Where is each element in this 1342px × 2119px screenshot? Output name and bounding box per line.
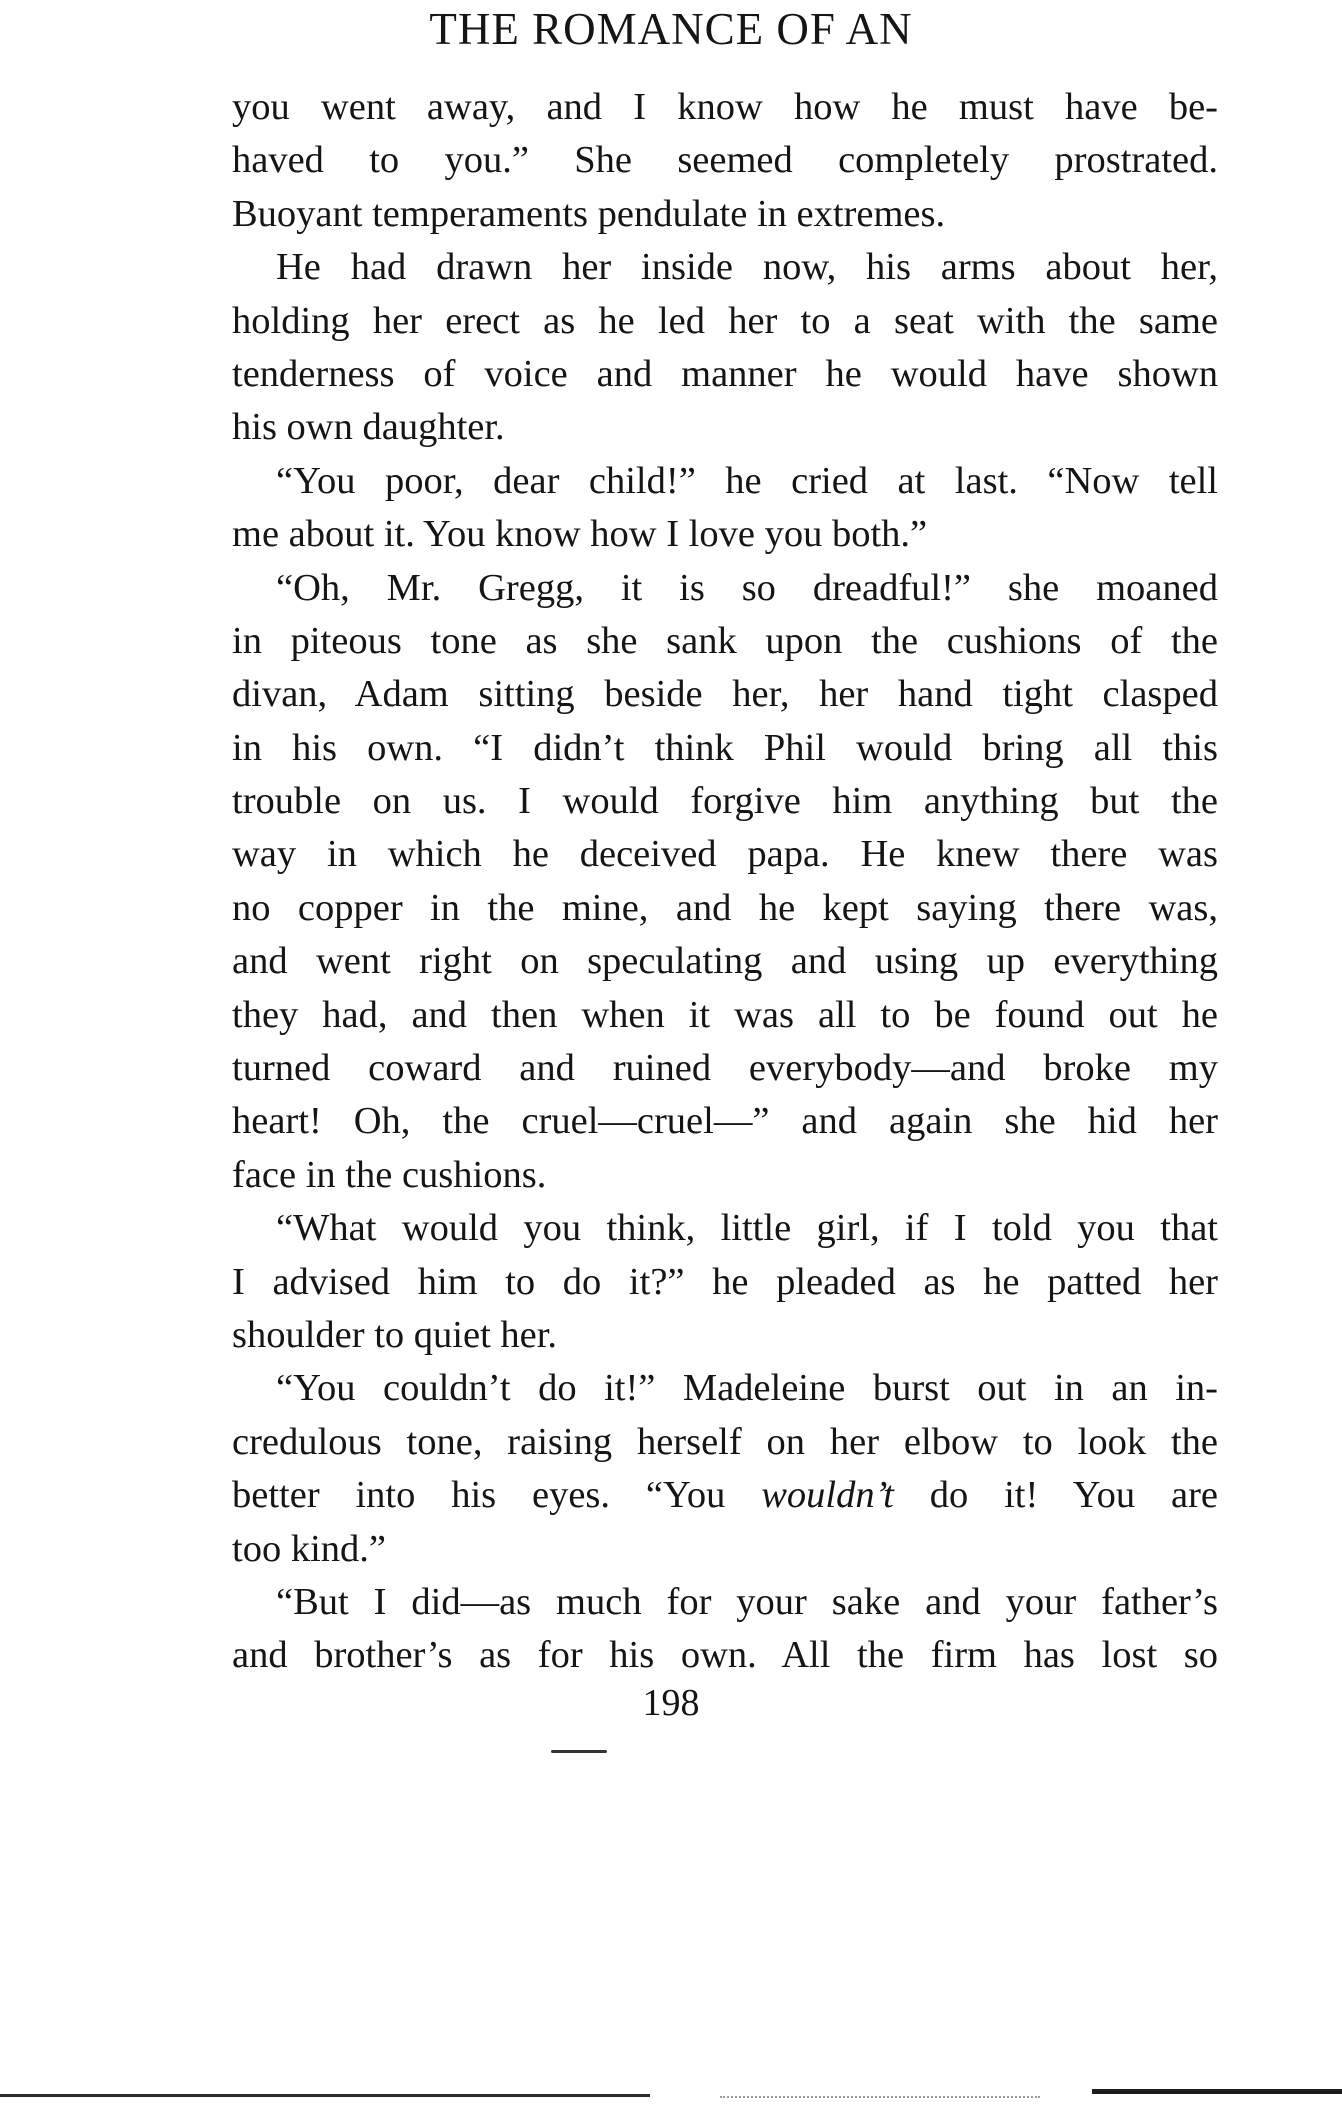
text-line: divan, Adam sitting beside her, her hand tight clasped — [232, 673, 1218, 716]
text-line: tenderness of voice and manner he would have shown — [232, 352, 1218, 395]
text-line: face in the cushions. — [232, 1153, 547, 1196]
text-line: and went right on speculating and using up everything — [232, 940, 1218, 983]
text-line: in his own. “I didn’t think Phil would bring all this — [232, 726, 1218, 769]
text-line: you went away, and I know how he must have be- — [232, 86, 1218, 128]
text-line: I advised him to do it?” he pleaded as he patted her — [232, 1260, 1218, 1303]
text-line: turned coward and ruined everybody—and broke my — [232, 1047, 1218, 1090]
text-line: “Oh, Mr. Gregg, it is so dreadful!” she moaned — [276, 566, 1218, 609]
scan-edge-rule-right — [1092, 2089, 1342, 2094]
text-line: trouble on us. I would forgive him anything but the — [232, 780, 1218, 823]
scan-edge-rule-middle — [720, 2096, 1040, 2098]
text-line: He had drawn her inside now, his arms about her, — [276, 246, 1218, 289]
text-line: credulous tone, raising herself on her elbow to look the — [232, 1420, 1218, 1463]
text-line: too kind.” — [232, 1527, 386, 1570]
text-line: holding her erect as he led her to a seat with the same — [232, 299, 1218, 342]
running-title: THE ROMANCE OF AN — [429, 4, 913, 54]
text-line: no copper in the mine, and he kept saying there was, — [232, 886, 1218, 929]
text-line: and brother’s as for his own. All the firm has lost so — [232, 1634, 1218, 1677]
text-line: haved to you.” She seemed completely prostrated. — [232, 139, 1218, 182]
text-line: better into his eyes. “You wouldn’t do it! You are — [232, 1474, 1218, 1517]
text-line: “But I did—as much for your sake and your father’s — [276, 1580, 1218, 1623]
text-line: shoulder to quiet her. — [232, 1313, 558, 1356]
body-text — [232, 81, 1218, 1683]
text-line: they had, and then when it was all to be found out he — [232, 993, 1218, 1036]
text-line: me about it. You know how I love you both.” — [232, 513, 928, 556]
text-line: in piteous tone as she sank upon the cushions of the — [232, 619, 1218, 662]
text-line: heart! Oh, the cruel—cruel—” and again she hid her — [232, 1100, 1218, 1143]
printer-mark — [551, 1750, 607, 1753]
text-line: his own daughter. — [232, 406, 505, 449]
scan-edge-rule-left — [0, 2094, 650, 2097]
page-number: 198 — [642, 1682, 700, 1724]
text-line: “What would you think, little girl, if I told you that — [276, 1207, 1218, 1250]
text-line: way in which he deceived papa. He knew there was — [232, 833, 1218, 876]
text-line: “You poor, dear child!” he cried at last. “Now tell — [276, 459, 1218, 502]
text-line: Buoyant temperaments pendulate in extremes. — [232, 192, 946, 235]
text-line: “You couldn’t do it!” Madeleine burst out in an in- — [276, 1367, 1218, 1410]
